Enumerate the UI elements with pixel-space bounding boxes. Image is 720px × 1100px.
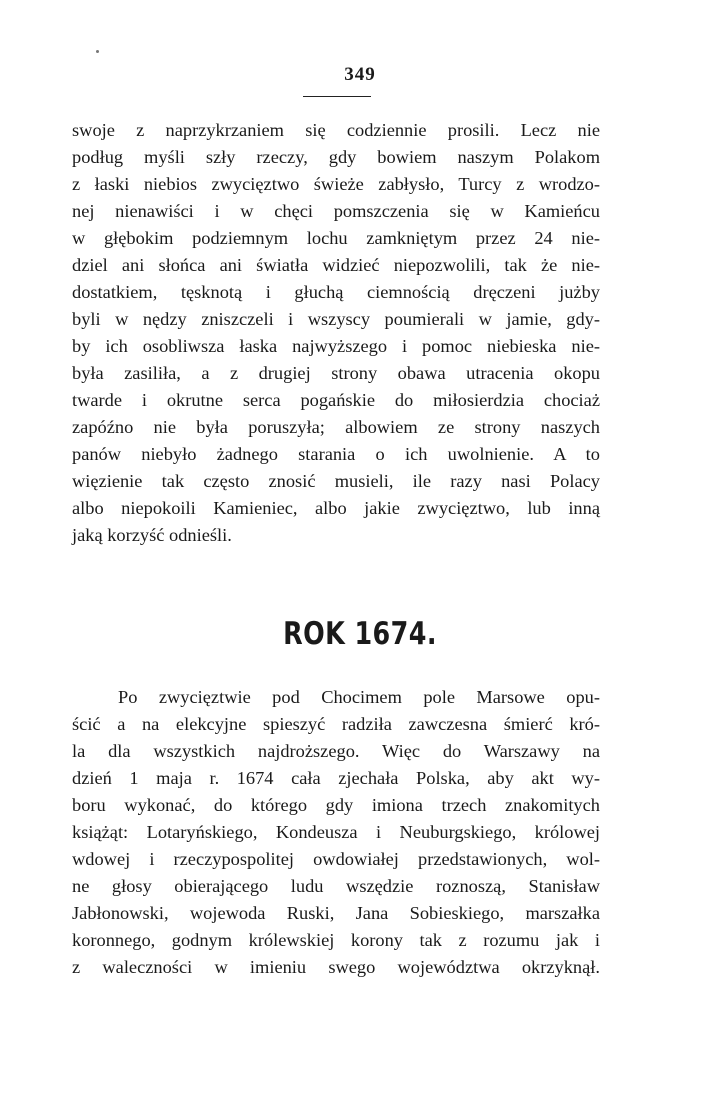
text-line: zapóźno nie była poruszyła; albowiem ze strony naszych <box>72 417 600 437</box>
text-line: panów niebyło żadnego starania o ich uwolnienie. A to <box>72 444 600 464</box>
page-number-rule <box>303 96 371 97</box>
text-line: więzienie tak często znosić musieli, ile razy nasi Polacy <box>72 471 600 491</box>
text-line: książąt: Lotaryńskiego, Kondeusza i Neuburgskiego, królowej <box>72 822 600 842</box>
text-line: jaką korzyść odnieśli. <box>72 525 232 545</box>
text-line: Jabłonowski, wojewoda Ruski, Jana Sobieskiego, marszałka <box>72 903 600 923</box>
paper-speck <box>96 50 99 53</box>
text-line: dostatkiem, tęsknotą i głuchą ciemnością dręczeni jużby <box>72 282 600 302</box>
text-line: podług myśli szły rzeczy, gdy bowiem naszym Polakom <box>72 147 600 167</box>
text-line: boru wykonać, do którego gdy imiona trzech znakomitych <box>72 795 600 815</box>
text-line: była zasiliła, a z drugiej strony obawa utracenia okopu <box>72 363 600 383</box>
text-line: swoje z naprzykrzaniem się codziennie prosili. Lecz nie <box>72 120 600 140</box>
page-number: 349 <box>344 64 376 85</box>
text-line: Po zwycięztwie pod Chocimem pole Marsowe opu- <box>118 687 600 707</box>
text-line: ne głosy obierającego ludu wszędzie roznoszą, Stanisław <box>72 876 600 896</box>
text-line: ścić a na elekcyjne spieszyć radziła zawczesna śmierć kró- <box>72 714 600 734</box>
text-line: z waleczności w imieniu swego województwa okrzyknął. <box>72 957 600 977</box>
text-line: twarde i okrutne serca pogańskie do miłosierdzia chociaż <box>72 390 600 410</box>
text-line: dzień 1 maja r. 1674 cała zjechała Polska, aby akt wy- <box>72 768 600 788</box>
text-line: albo niepokoili Kamieniec, albo jakie zwycięztwo, lub inną <box>72 498 600 518</box>
text-line: nej nienawiści i w chęci pomszczenia się w Kamieńcu <box>72 201 600 221</box>
text-line: dziel ani słońca ani światła widzieć niepozwolili, tak że nie- <box>72 255 600 275</box>
text-line: by ich osobliwsza łaska najwyższego i pomoc niebieska nie- <box>72 336 600 356</box>
text-line: byli w nędzy zniszczeli i wszyscy poumierali w jamie, gdy- <box>72 309 600 329</box>
text-line: koronnego, godnym królewskiej korony tak z rozumu jak i <box>72 930 600 950</box>
text-line: z łaski niebios zwycięztwo świeże zabłysło, Turcy z wrodzo- <box>72 174 600 194</box>
text-line: w głębokim podziemnym lochu zamkniętym przez 24 nie- <box>72 228 600 248</box>
section-heading: ROK 1674. <box>283 616 437 652</box>
text-line: la dla wszystkich najdroższego. Więc do Warszawy na <box>72 741 600 761</box>
text-line: wdowej i rzeczypospolitej owdowiałej przedstawionych, wol- <box>72 849 600 869</box>
